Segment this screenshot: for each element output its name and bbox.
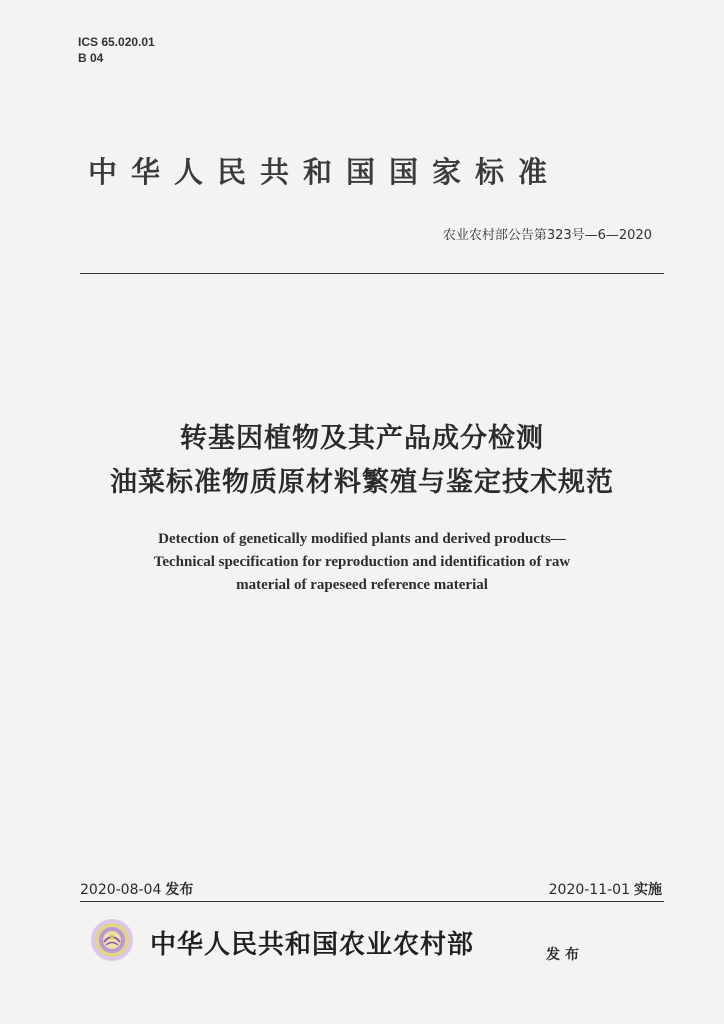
ics-code: ICS 65.020.01 bbox=[78, 35, 155, 49]
ics-code-block bbox=[78, 34, 155, 66]
chinese-title-line-1: 转基因植物及其产品成分检测 bbox=[180, 423, 544, 454]
issue-date-label: 发布 bbox=[165, 882, 194, 898]
bottom-divider bbox=[80, 901, 664, 902]
chinese-title-line-2: 油菜标准物质原材料繁殖与鉴定技术规范 bbox=[110, 467, 614, 498]
english-title-line-1: Detection of genetically modified plants and derived products— bbox=[158, 531, 566, 547]
standard-type-title: 中华人民共和国国家标准 bbox=[88, 155, 562, 189]
standard-number: 农业农村部公告第323号—6—2020 bbox=[442, 228, 652, 243]
ministry-emblem-icon bbox=[90, 918, 134, 962]
english-title-line-2: Technical specification for reproduction and identification of raw bbox=[153, 554, 571, 570]
implement-date-block bbox=[549, 879, 662, 899]
implement-date-label: 实施 bbox=[634, 882, 662, 898]
top-divider bbox=[80, 273, 664, 274]
english-title-line-3: material of rapeseed reference material bbox=[236, 577, 488, 593]
classification-code: B 04 bbox=[78, 51, 104, 65]
implement-date: 2020-11-01 bbox=[548, 882, 630, 898]
issue-date-block bbox=[80, 879, 193, 899]
ministry-name: 中华人民共和国农业农村部 bbox=[150, 930, 475, 960]
english-title bbox=[0, 528, 724, 597]
issue-date: 2020-08-04 bbox=[80, 882, 162, 898]
footer-issue-label: 发布 bbox=[546, 947, 584, 963]
